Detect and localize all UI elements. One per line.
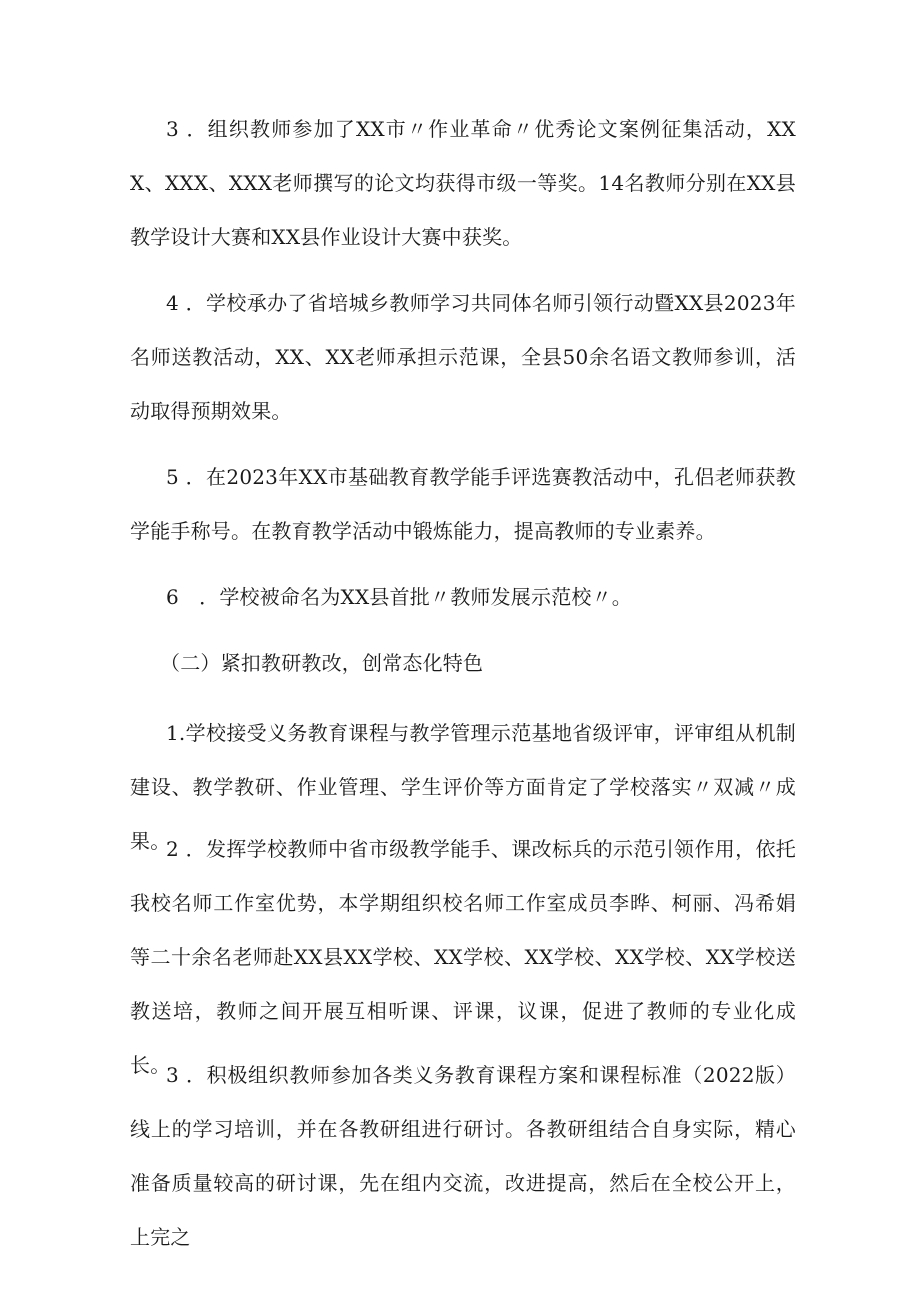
paragraph-item-3-essay-contest: 3 ．组织教师参加了XX市〃作业革命〃优秀论文案例征集活动，XXX、XXX、XXX老师撰写的论文均获得市级一等奖。14名教师分别在XX县教学设计大赛和XX县作业设计大赛中获奖。 xyxy=(130,117,796,249)
paragraph-item-4-teacher-outreach: 4 ．学校承办了省培城乡教师学习共同体名师引领行动暨XX县2023年名师送教活动，XX、XX老师承担示范课，全县50余名语文教师参训，活动取得预期效果。 xyxy=(130,291,796,423)
paragraph-section2-item-1: 1.学校接受义务教育课程与教学管理示范基地省级评审，评审组从机制建设、教学教研、作业管理、学生评价等方面肯定了学校落实〃双减〃成果。 xyxy=(130,721,796,853)
section-heading-2: （二）紧扣教研教改，创常态化特色 xyxy=(160,651,484,675)
paragraph-section2-item-3: 3 ．积极组织教师参加各类义务教育课程方案和课程标准（2022版）线上的学习培训，并在各教研组进行研讨。各教研组结合自身实际，精心准备质量较高的研讨课，先在组内交流，改进提高，然后在全校公开上，上完之 xyxy=(130,1063,796,1249)
paragraph-item-6-demo-school: 6 ．学校被命名为XX县首批〃教师发展示范校〃。 xyxy=(166,585,633,609)
paragraph-item-5-teaching-expert: 5 ．在2023年XX市基础教育教学能手评选赛教活动中，孔侣老师获教学能手称号。在教育教学活动中锻炼能力，提高教师的专业素养。 xyxy=(130,465,796,543)
paragraph-section2-item-2: 2 ．发挥学校教师中省市级教学能手、课改标兵的示范引领作用，依托我校名师工作室优势，本学期组织校名师工作室成员李晔、柯丽、冯希娟等二十余名老师赴XX县XX学校、XX学校、XX学校、XX学校、XX学校送教送培，教师之间开展互相听课、评课，议课，促进了教师的专业化成长。 xyxy=(130,837,796,1077)
